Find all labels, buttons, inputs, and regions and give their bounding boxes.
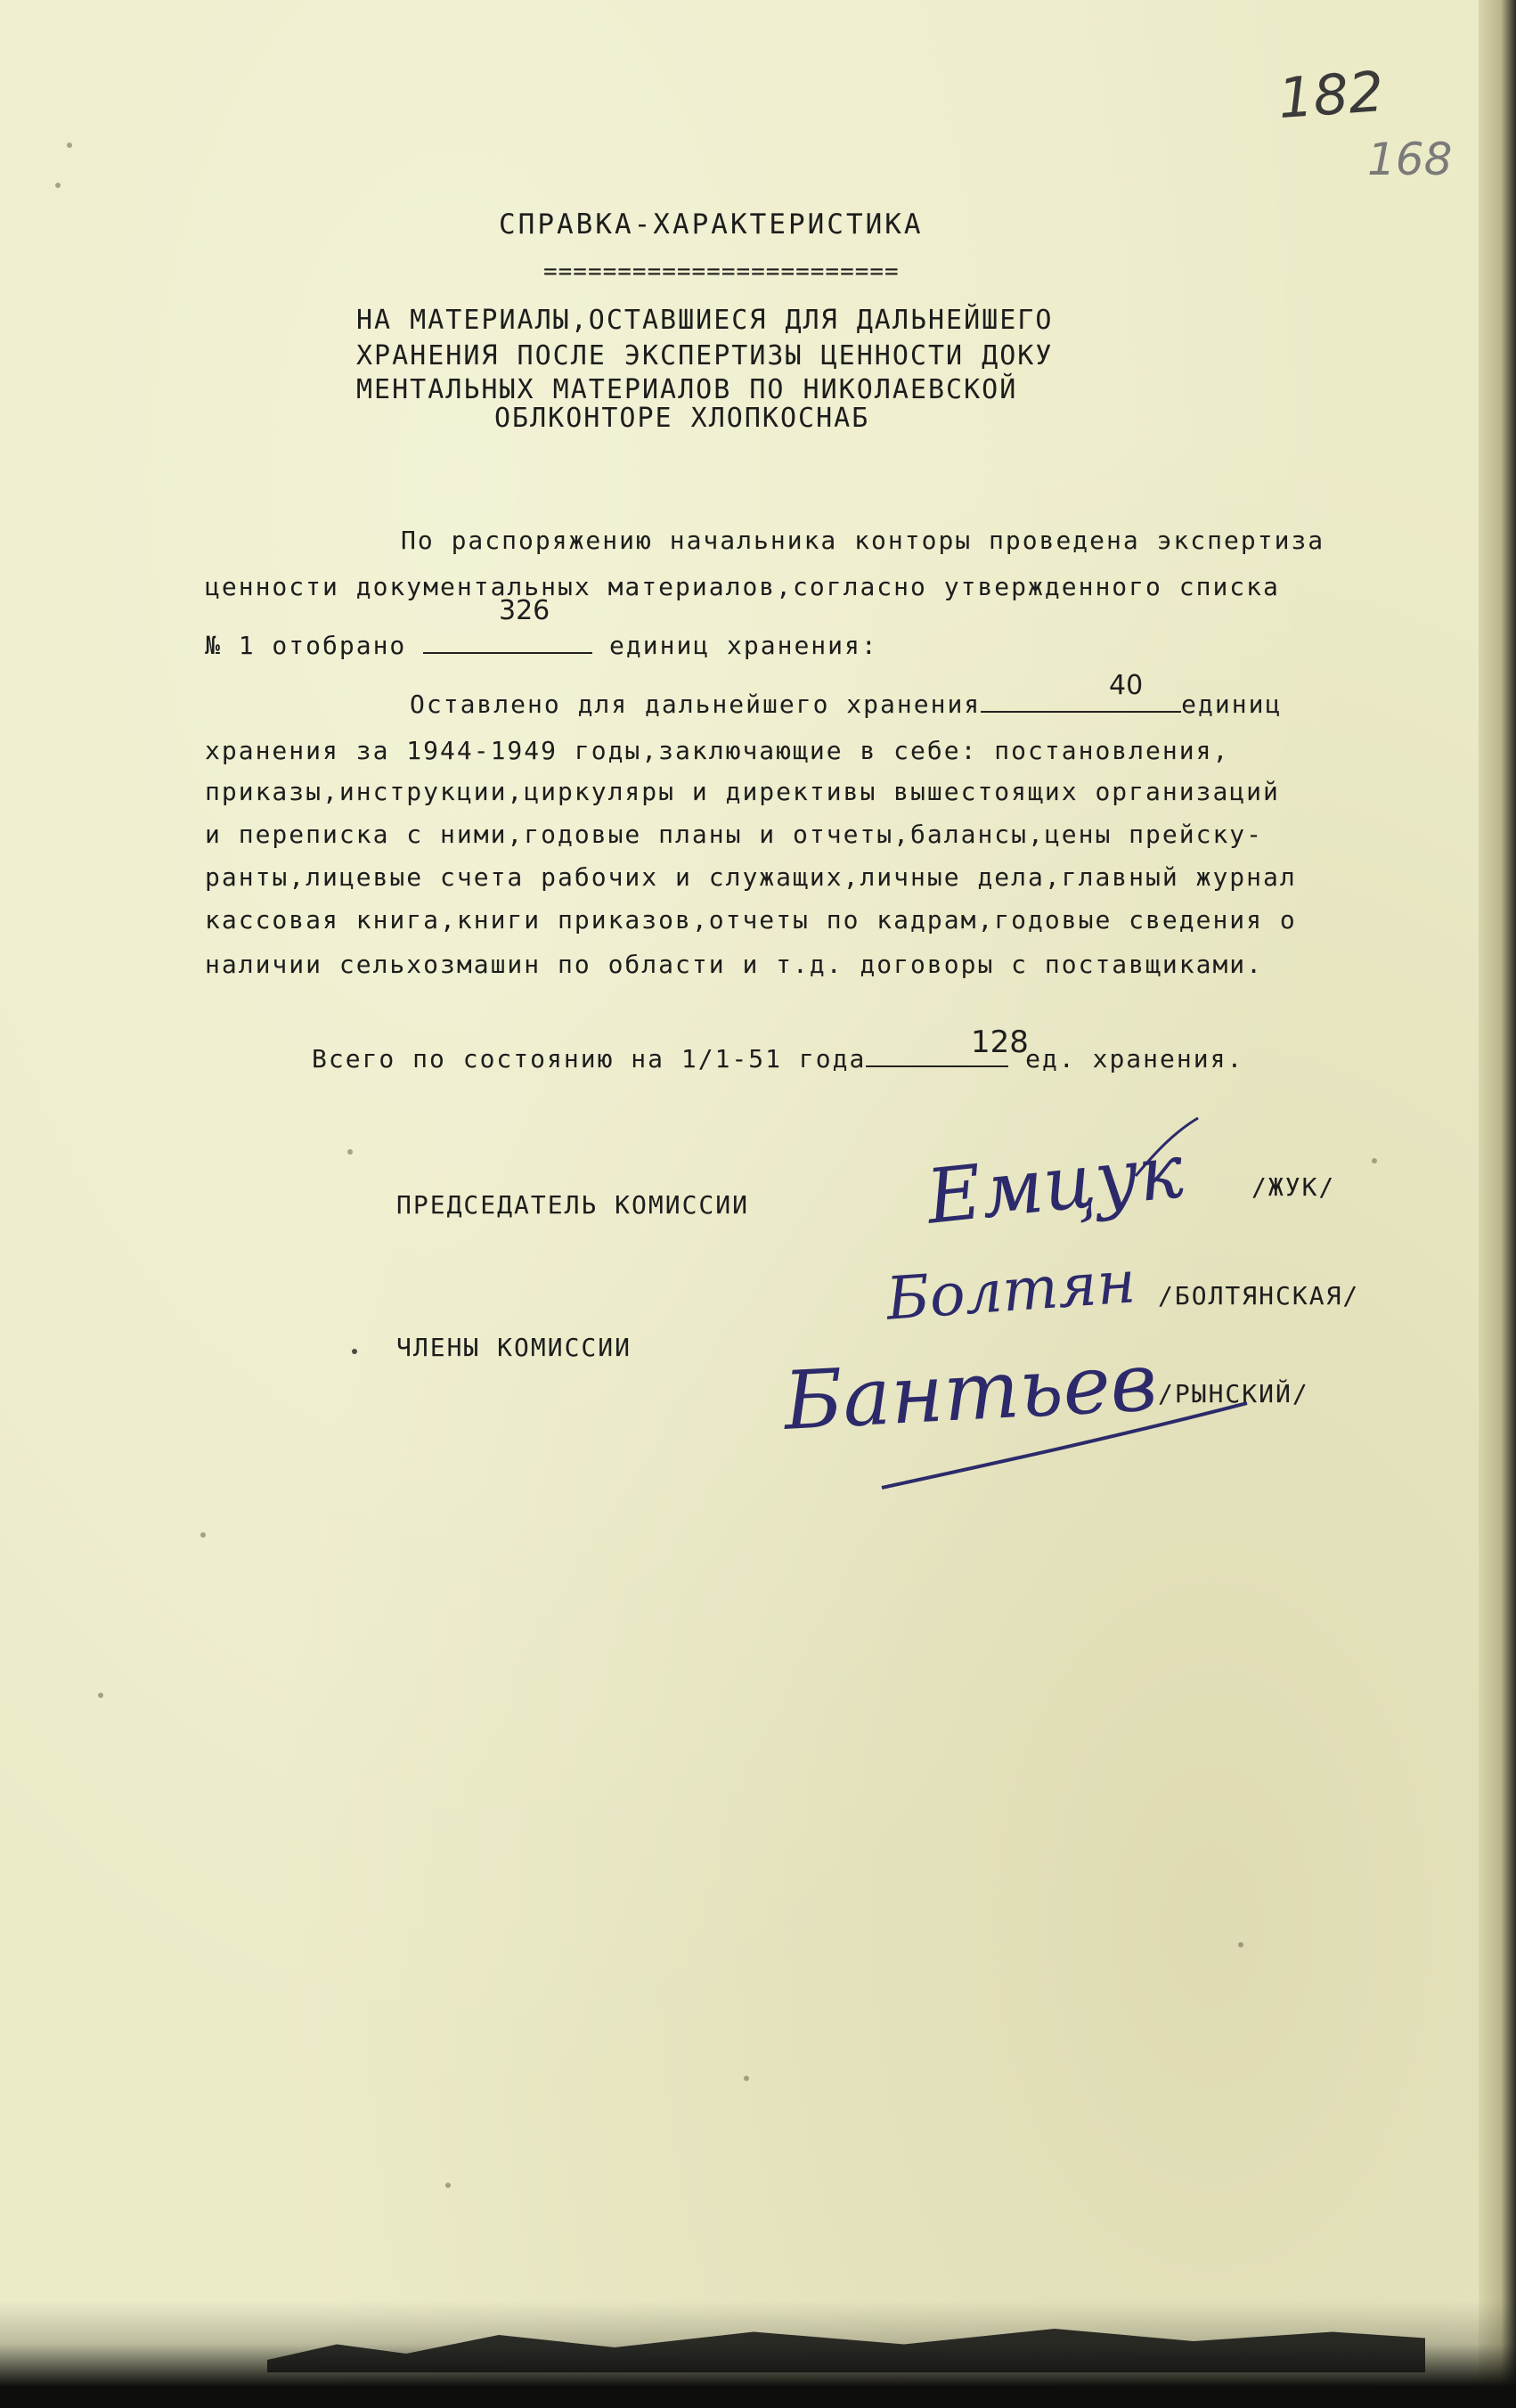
paper-right-edge [1479, 0, 1516, 2408]
storage-units-label: единиц хранения: [592, 631, 878, 660]
paragraph-2-line-3: приказы,инструкции,циркуляры и директивы вышестоящих организаций [205, 777, 1280, 806]
bullet-dot [352, 1349, 357, 1354]
document-title: СПРАВКА-ХАРАКТЕРИСТИКА [499, 208, 924, 241]
paper-speck [347, 1149, 353, 1155]
kept-count-value: 40 [1109, 670, 1144, 701]
subtitle-line-3: МЕНТАЛЬНЫХ МАТЕРИАЛОВ ПО НИКОЛАЕВСКОЙ [356, 374, 1018, 405]
paragraph-2-line-5: ранты,лицевые счета рабочих и служащих,личные дела,главный журнал [205, 862, 1297, 892]
paragraph-2-line-6: кассовая книга,книги приказов,отчеты по кадрам,годовые сведения о [205, 905, 1297, 935]
paper-speck [67, 143, 72, 148]
chairman-signature-stroke [1131, 1114, 1202, 1185]
total-line [312, 1039, 1243, 1073]
paper-speck [55, 183, 61, 188]
paragraph-1-line-3 [205, 625, 878, 660]
member-2-signature: Бантьев [781, 1335, 1160, 1449]
paper-speck [744, 2076, 749, 2081]
total-value: 128 [971, 1024, 1029, 1060]
kept-count-blank [981, 684, 1181, 713]
member-1-signature: Болтян [884, 1247, 1138, 1334]
total-label: Всего по состоянию на 1/1-51 года [312, 1044, 867, 1073]
paper-speck [445, 2183, 451, 2188]
chairman-name: /ЖУК/ [1251, 1172, 1336, 1202]
archive-number-top: 182 [1276, 58, 1386, 132]
total-units-label: ед. хранения. [1008, 1044, 1244, 1073]
signature-underline-stroke [877, 1399, 1251, 1497]
subtitle-line-4: ОБЛКОНТОРЕ ХЛОПКОСНАБ [494, 403, 870, 434]
chairman-signature: Емцук [922, 1127, 1187, 1241]
kept-units-label: единиц [1181, 690, 1283, 719]
selected-count-label: № 1 отобрано [205, 631, 424, 660]
selected-count-value: 326 [499, 595, 550, 626]
chairman-label: ПРЕДСЕДАТЕЛЬ КОМИССИИ [396, 1190, 750, 1220]
paragraph-1-line-2: ценности документальных материалов,согласно утвержденного списка [205, 572, 1280, 601]
paragraph-2-line-1 [410, 684, 1282, 719]
title-underline: ======================== [543, 258, 900, 285]
member-2-name: /РЫНСКИЙ/ [1158, 1379, 1309, 1408]
paper-speck [98, 1693, 103, 1698]
kept-count-label: Оставлено для дальнейшего хранения [410, 690, 982, 719]
subtitle-line-1: НА МАТЕРИАЛЫ,ОСТАВШИЕСЯ ДЛЯ ДАЛЬНЕЙШЕГО [356, 305, 1054, 336]
archive-number-bottom: 168 [1367, 134, 1453, 185]
member-1-name: /БОЛТЯНСКАЯ/ [1158, 1281, 1360, 1310]
members-label: ЧЛЕНЫ КОМИССИИ [396, 1333, 632, 1362]
paper-speck [1238, 1942, 1243, 1947]
paragraph-1-line-1: По распоряжению начальника конторы проведена экспертиза [401, 526, 1325, 555]
subtitle-line-2: ХРАНЕНИЯ ПОСЛЕ ЭКСПЕРТИЗЫ ЦЕННОСТИ ДОКУ [356, 340, 1054, 371]
paper-speck [200, 1532, 206, 1538]
selected-count-blank [423, 625, 592, 654]
paragraph-2-line-2: хранения за 1944-1949 годы,заключающие в себе: постановления, [205, 736, 1230, 765]
paper-speck [1372, 1158, 1377, 1163]
paragraph-2-line-4: и переписка с ними,годовые планы и отчеты,балансы,цены прейску- [205, 820, 1264, 849]
paragraph-2-line-7: наличии сельхозмашин по области и т.д. договоры с поставщиками. [205, 950, 1264, 979]
